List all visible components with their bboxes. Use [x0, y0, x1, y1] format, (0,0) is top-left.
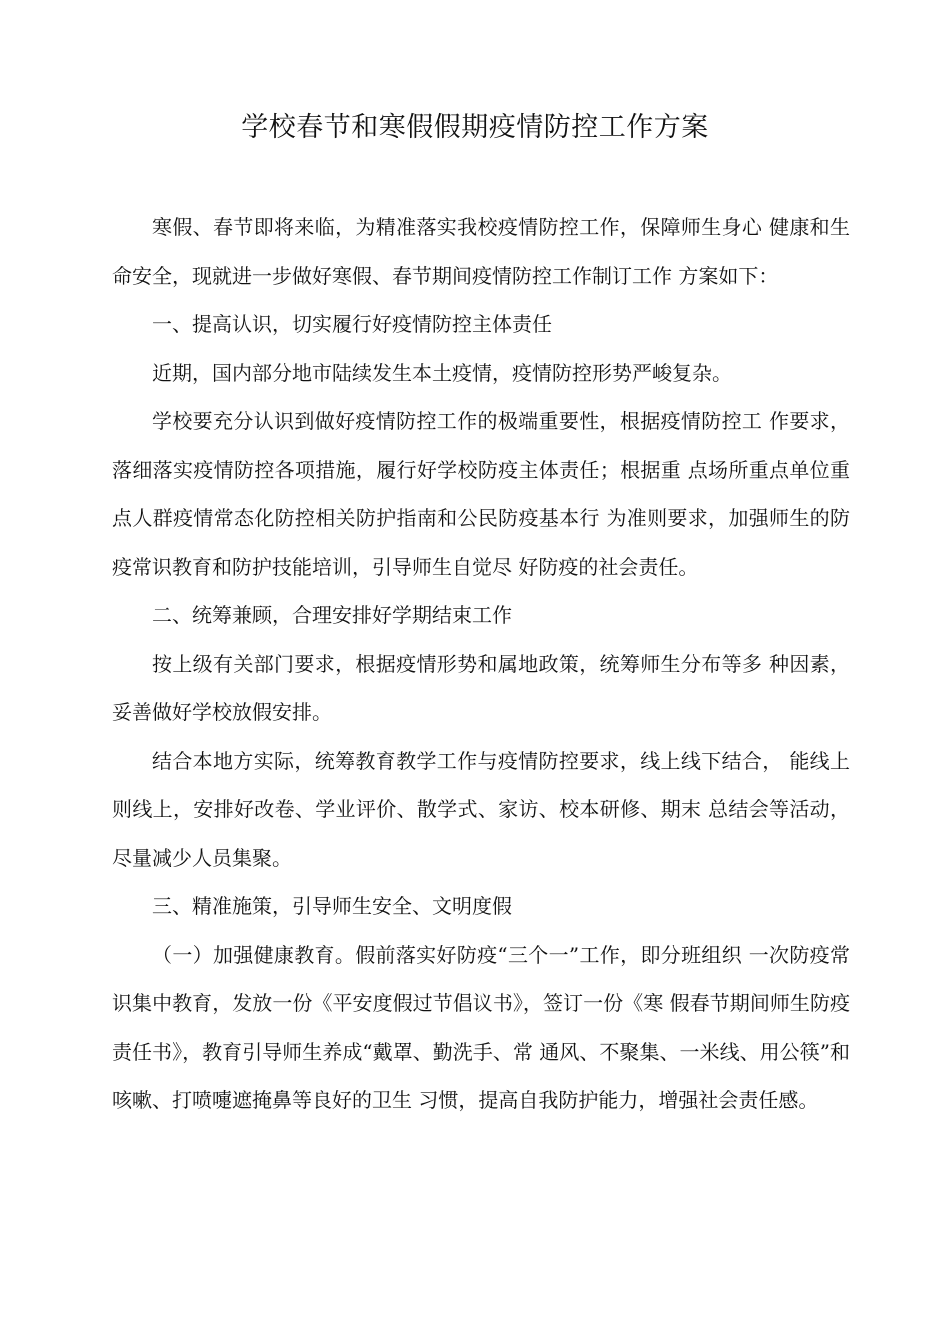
body-paragraph: 按上级有关部门要求，根据疫情形势和属地政策，统筹师生分布等多 种因素，妥善做好学校放假安排。 — [112, 651, 850, 724]
document-body — [112, 203, 850, 1125]
body-paragraph: 结合本地方实际，统筹教育教学工作与疫情防控要求，线上线下结合， 能线上则线上，安排好改卷、学业评价、散学式、家访、校本研修、期末 总结会等活动，尽量减少人员集聚。 — [112, 748, 850, 870]
section-heading-3: 三、精准施策，引导师生安全、文明度假 — [152, 894, 512, 918]
section-heading-2: 二、统筹兼顾，合理安排好学期结束工作 — [152, 603, 512, 627]
body-paragraph: 近期，国内部分地市陆续发生本土疫情，疫情防控形势严峻复杂。 — [152, 360, 732, 385]
document-title: 学校春节和寒假假期疫情防控工作方案 — [241, 112, 709, 143]
body-paragraph: 学校要充分认识到做好疫情防控工作的极端重要性，根据疫情防控工 作要求，落细落实疫情防控各项措施，履行好学校防疫主体责任；根据重 点场所重点单位重点人群疫情常态化防控相关防护指南和公民防疫基本行 为准则要求，加强师生的防疫常识教育和防护技能培训，引导师生自觉尽 好防疫的社会责任。 — [112, 409, 850, 579]
section-heading-1: 一、提高认识，切实履行好疫情防控主体责任 — [152, 312, 552, 336]
body-paragraph: （一）加强健康教育。假前落实好防疫“三个一”工作，即分班组织 一次防疫常识集中教育，发放一份《平安度假过节倡议书》，签订一份《寒 假春节期间师生防疫责任书》，教育引导师生养成“戴罩、勤洗手、常 通风、不聚集、一米线、用公筷”和咳嗽、打喷嚏遮掩鼻等良好的卫生 习惯，提高自我防护能力，增强社会责任感。 — [112, 942, 850, 1112]
intro-paragraph: 寒假、春节即将来临，为精准落实我校疫情防控工作，保障师生身心 健康和生命安全，现就进一步做好寒假、春节期间疫情防控工作制订工作 方案如下： — [112, 215, 850, 288]
